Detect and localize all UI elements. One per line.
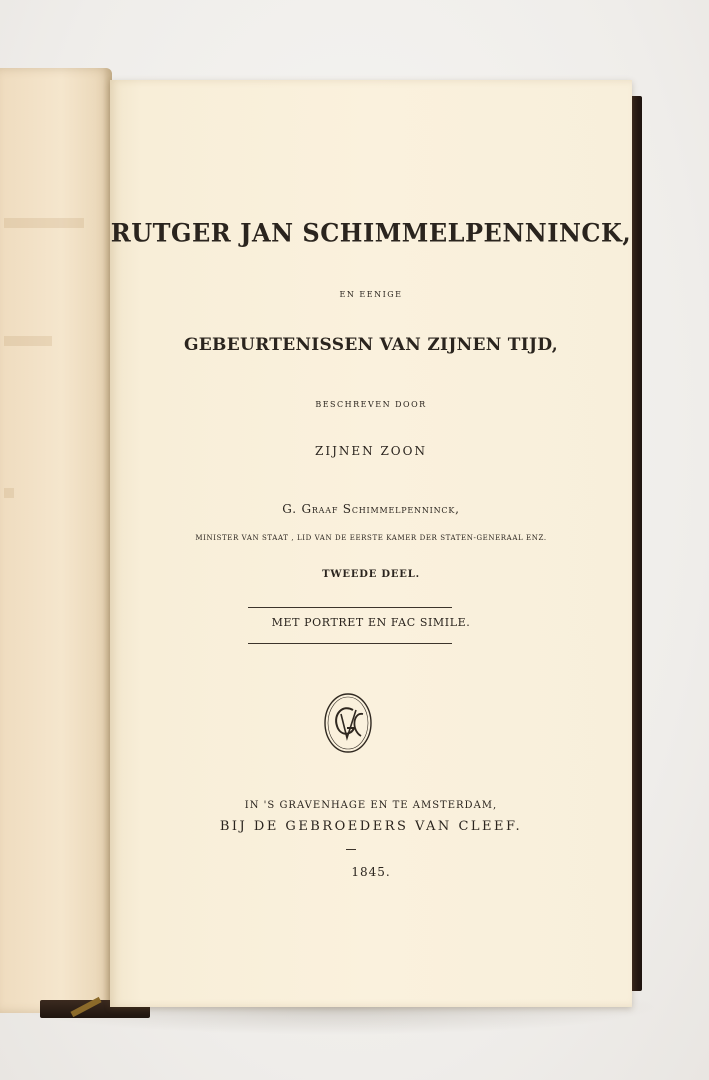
volume-label: TWEEDE DEEL.: [322, 569, 420, 580]
illustrations-note: MET PORTRET EN FAC SIMILE.: [271, 616, 471, 629]
author-name: G. Graaf Schimmelpenninck,: [282, 502, 460, 516]
show-through-text: [4, 336, 52, 346]
book-title: RUTGER JAN SCHIMMELPENNINCK,: [110, 217, 632, 248]
publication-place: IN 'S GRAVENHAGE EN TE AMSTERDAM,: [244, 800, 498, 811]
gvc-monogram-seal-icon: [323, 692, 373, 754]
author-titles: MINISTER VAN STAAT , LID VAN DE EERSTE KAMER DER STATEN-GENERAAL ENZ.: [195, 534, 547, 542]
written-by-label: BESCHREVEN DOOR: [315, 400, 427, 409]
divider-rule-top: [248, 607, 452, 608]
publication-year: 1845.: [351, 865, 391, 879]
author-relation: ZIJNEN ZOON: [315, 444, 427, 458]
show-through-text: [4, 488, 14, 498]
title-page: [110, 80, 632, 1007]
left-page-verso: [0, 68, 112, 1013]
publisher-name: BIJ DE GEBROEDERS VAN CLEEF.: [219, 819, 523, 834]
book-subtitle: GEBEURTENISSEN VAN ZIJNEN TIJD,: [183, 335, 559, 355]
title-connector: EN EENIGE: [339, 290, 403, 299]
show-through-text: [4, 218, 84, 228]
divider-rule-bottom: [248, 643, 452, 644]
short-dash: [346, 849, 356, 850]
